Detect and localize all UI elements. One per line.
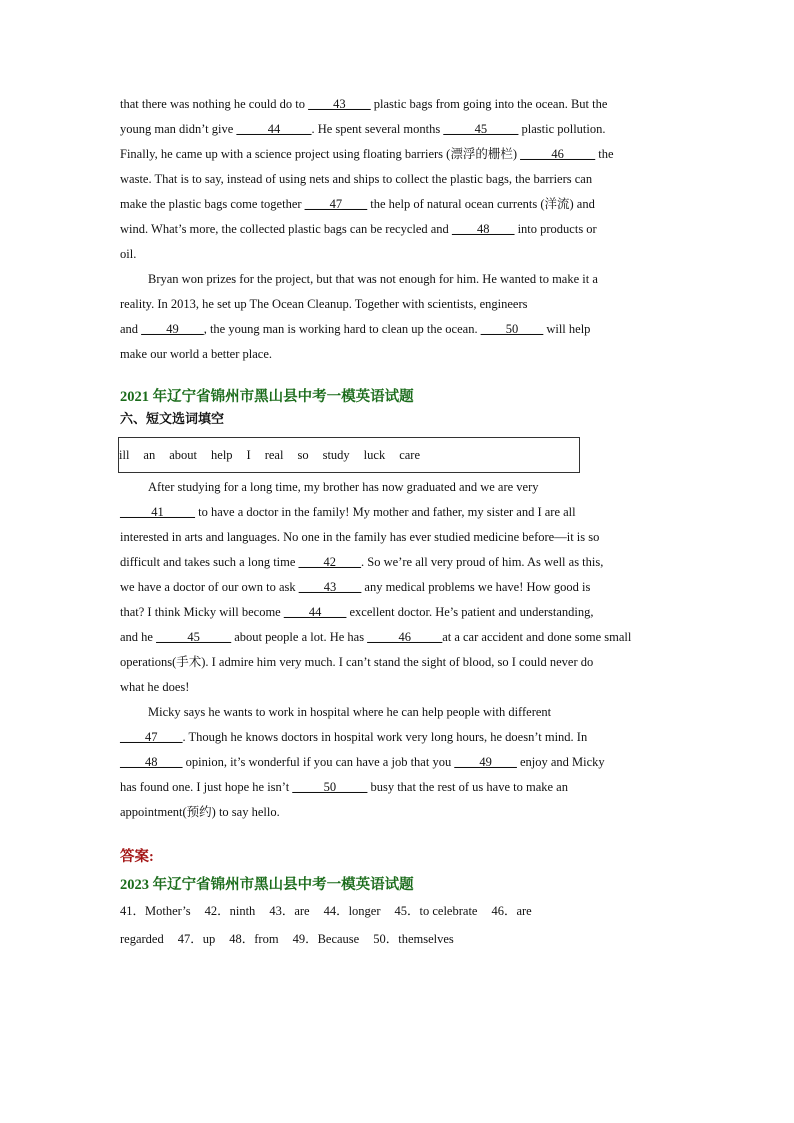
text-run: Micky says he wants to work in hospital where he can help people with different: [148, 705, 552, 719]
text-line: [120, 167, 680, 192]
word-option: I: [246, 447, 251, 462]
word-option: real: [264, 447, 284, 462]
word-option: care: [399, 447, 421, 462]
text-line: [120, 142, 680, 167]
text-run: busy that the rest of us have to make an: [367, 780, 568, 794]
text-run: appointment(预约) to say hello.: [120, 805, 280, 819]
text-run: and he: [120, 630, 157, 644]
text-line: [120, 242, 680, 267]
answers-row-2: [120, 925, 680, 953]
answer-blank[interactable]: ____48____: [120, 755, 183, 769]
text-run: what he does!: [120, 680, 190, 694]
answers-label: 答案:: [120, 849, 154, 865]
text-line: [120, 267, 680, 292]
text-line: [120, 92, 680, 117]
answer-blank[interactable]: _____44_____: [236, 122, 312, 136]
text-run: young man didn’t give: [120, 122, 237, 136]
text-line: [120, 650, 680, 675]
text-run: difficult and takes such a long time: [120, 555, 299, 569]
text-line: [120, 775, 680, 800]
text-run: that? I think Micky will become: [120, 605, 284, 619]
text-run: . He spent several months: [311, 122, 444, 136]
answers-heading: 2023 年辽宁省锦州市黑山县中考一模英语试题: [120, 877, 414, 893]
answer-item: 46．are: [491, 904, 532, 918]
text-line: [120, 475, 680, 500]
answer-item: 50．themselves: [373, 932, 454, 946]
text-run: excellent doctor. He’s patient and understanding,: [346, 605, 594, 619]
text-line: [120, 675, 680, 700]
text-run: make our world a better place.: [120, 347, 273, 361]
word-option: ill: [119, 447, 130, 462]
answer-blank[interactable]: ____47____: [120, 730, 183, 744]
word-option: about: [169, 447, 198, 462]
text-run: . Though he knows doctors in hospital work very long hours, he doesn’t mind. In: [182, 730, 588, 744]
text-line: [120, 342, 680, 367]
answer-blank[interactable]: ____49____: [141, 322, 204, 336]
text-run: After studying for a long time, my brother has now graduated and we are very: [148, 480, 539, 494]
text-line: [120, 117, 680, 142]
text-line: [120, 192, 680, 217]
passage-1: [120, 92, 680, 267]
text-line: [120, 550, 680, 575]
answer-blank[interactable]: ____47____: [304, 197, 368, 211]
text-line: [120, 292, 680, 317]
answer-blank[interactable]: ____44____: [283, 605, 347, 619]
answer-blank[interactable]: _____45_____: [156, 630, 232, 644]
answer-blank[interactable]: ____48____: [451, 222, 515, 236]
text-run: at a car accident and done some small: [442, 630, 632, 644]
word-option: help: [211, 447, 233, 462]
text-run: plastic bags from going into the ocean. But the: [370, 97, 608, 111]
passage-2-para-2: [120, 700, 680, 825]
text-line: [120, 725, 680, 750]
text-run: reality. In 2013, he set up The Ocean Cleanup. Together with scientists, engineers: [120, 297, 528, 311]
text-run: the help of natural ocean currents (洋流) and: [367, 197, 595, 211]
answer-blank[interactable]: ____49____: [454, 755, 517, 769]
text-run: into products or: [514, 222, 597, 236]
text-run: any medical problems we have! How good is: [361, 580, 591, 594]
text-line: [120, 625, 680, 650]
text-run: operations(手术). I admire him very much. I can’t stand the sight of blood, so I could never do: [120, 655, 594, 669]
answer-blank[interactable]: _____50_____: [292, 780, 368, 794]
text-run: the: [595, 147, 614, 161]
answers-row-1: [120, 897, 680, 925]
text-line: [120, 700, 680, 725]
text-line: [120, 317, 680, 342]
answer-item: 48．from: [229, 932, 279, 946]
text-line: [120, 525, 680, 550]
text-run: . So we’re all very proud of him. As well as this,: [361, 555, 604, 569]
text-line: [120, 750, 680, 775]
text-run: enjoy and Micky: [516, 755, 605, 769]
answer-blank[interactable]: ____42____: [298, 555, 362, 569]
answer-blank[interactable]: ____43____: [298, 580, 362, 594]
answer-blank[interactable]: ____50____: [480, 322, 544, 336]
answer-blank[interactable]: ____43____: [308, 97, 371, 111]
answer-blank[interactable]: _____41_____: [120, 505, 195, 519]
passage-2-para-1: [120, 475, 680, 700]
text-run: about people a lot. He has: [231, 630, 368, 644]
word-option: luck: [363, 447, 386, 462]
section-subheading: 六、短文选词填空: [120, 412, 225, 427]
text-line: [120, 500, 680, 525]
answer-item: 41．Mother’s: [120, 904, 191, 918]
answer-item: 47．up: [177, 932, 216, 946]
text-run: opinion, it’s wonderful if you can have a job that you: [182, 755, 455, 769]
text-run: make the plastic bags come together: [120, 197, 305, 211]
text-run: Bryan won prizes for the project, but that was not enough for him. He wanted to make it a: [148, 272, 598, 286]
answer-item: 42．ninth: [204, 904, 256, 918]
text-run: that there was nothing he could do to: [120, 97, 309, 111]
text-run: , the young man is working hard to clean up the ocean.: [203, 322, 481, 336]
word-option: an: [143, 447, 156, 462]
answer-blank[interactable]: _____46_____: [367, 630, 443, 644]
word-box: [118, 437, 580, 473]
answer-blank[interactable]: _____45_____: [443, 122, 519, 136]
answer-item: 45．to celebrate: [394, 904, 478, 918]
text-run: and: [120, 322, 142, 336]
text-run: waste. That is to say, instead of using nets and ships to collect the plastic bags, the barriers can: [120, 172, 593, 186]
document-page: [120, 92, 680, 953]
word-option: so: [297, 447, 309, 462]
text-line: [120, 800, 680, 825]
text-run: to have a doctor in the family! My mother and father, my sister and I are all: [195, 505, 576, 519]
word-option: study: [322, 447, 350, 462]
text-run: has found one. I just hope he isn’t: [120, 780, 293, 794]
text-run: interested in arts and languages. No one in the family has ever studied medicine before—it is so: [120, 530, 600, 544]
answer-item: 43．are: [269, 904, 310, 918]
text-run: plastic pollution.: [518, 122, 606, 136]
text-run: will help: [543, 322, 591, 336]
section-heading: 2021 年辽宁省锦州市黑山县中考一模英语试题: [120, 389, 414, 405]
text-run: we have a doctor of our own to ask: [120, 580, 299, 594]
answer-item: 44．longer: [323, 904, 381, 918]
text-run: Finally, he came up with a science project using floating barriers (漂浮的栅栏): [120, 147, 521, 161]
answer-item: regarded: [120, 932, 164, 946]
text-line: [120, 217, 680, 242]
text-line: [120, 575, 680, 600]
text-line: [120, 600, 680, 625]
text-run: wind. What’s more, the collected plastic bags can be recycled and: [120, 222, 452, 236]
passage-1-para-2: [120, 267, 680, 367]
answer-item: 49．Because: [292, 932, 360, 946]
text-run: oil.: [120, 247, 137, 261]
answer-blank[interactable]: _____46_____: [520, 147, 596, 161]
